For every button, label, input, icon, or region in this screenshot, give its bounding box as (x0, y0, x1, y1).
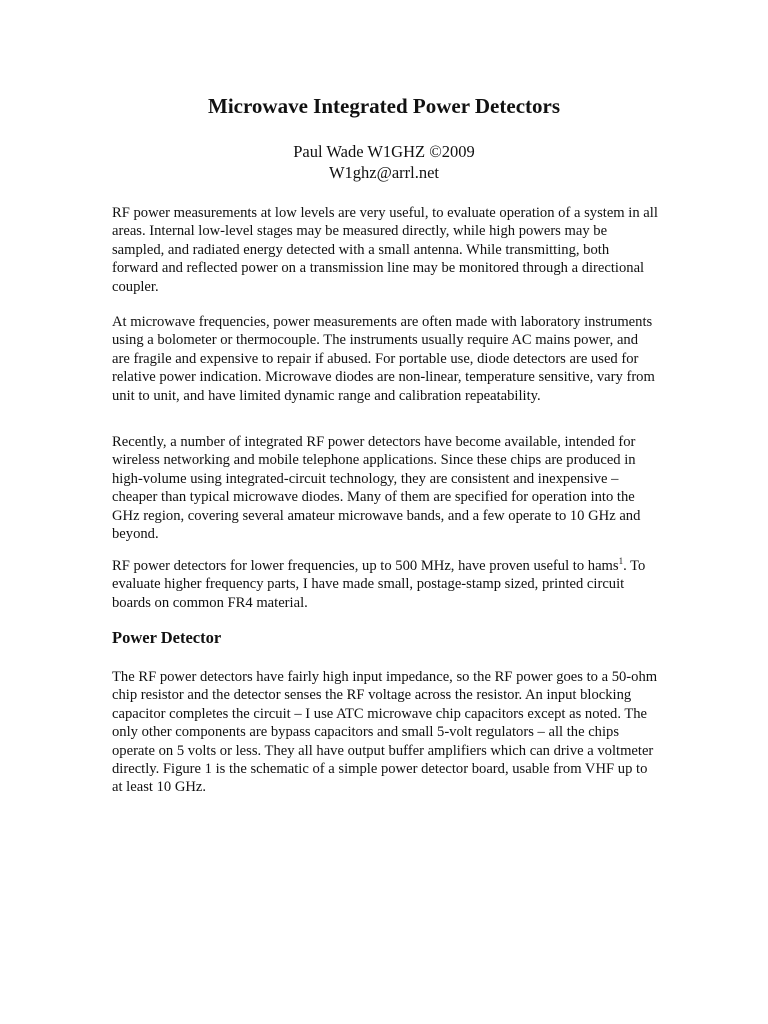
paragraph-intro: RF power measurements at low levels are very useful, to evaluate operation of a system in all areas. Internal low-level stages may be measured directly, while high powers may be sampled, and radiated energy detected with a small antenna. While transmitting, both forward and reflected power on a transmission line may be monitored through a directional coupler. (112, 205, 658, 295)
paragraph-microwave-measurements: At microwave frequencies, power measurements are often made with laboratory instruments using a bolometer or thermocouple. The instruments usually require AC mains power, and are fragile and expensive to repair if abused. For portable use, diode detectors are used for relative power indication. Microwave diodes are non-linear, temperature sensitive, vary from unit to unit, and have limited dynamic range and calibration repeatability. (112, 314, 655, 404)
author-email: W1ghz@arrl.net (328, 163, 440, 182)
paragraph-power-detector: The RF power detectors have fairly high input impedance, so the RF power goes to a 50-ohm chip resistor and the detector senses the RF voltage across the resistor. An input blocking capacitor completes the circuit – I use ATC microwave chip capacitors except as noted. The only other components are bypass capacitors and small 5-volt regulators – all the chips operate on 5 volts or less. They all have output buffer amplifiers which can drive a voltmeter directly. Figure 1 is the schematic of a simple power detector board, usable from VHF up to at least 10 GHz. (112, 669, 658, 796)
paragraph-lower-frequencies (112, 557, 658, 612)
paragraph-integrated-detectors: Recently, a number of integrated RF power detectors have become available, intended for wireless networking and mobile telephone applications. Since these chips are produced in high-volume using integrated-circuit technology, they are consistent and inexpensive – cheaper than typical microwave diodes. Many of them are specified for operation into the GHz region, covering several amateur microwave bands, and a few operate to 10 GHz and beyond. (112, 434, 641, 543)
document-title: Microwave Integrated Power Detectors (208, 94, 560, 118)
paragraph-lower-frequencies-text: RF power detectors for lower frequencies, up to 500 MHz, have proven useful to hams (112, 558, 619, 574)
author-line: Paul Wade W1GHZ ©2009 (293, 142, 475, 161)
author-block (0, 141, 768, 183)
footnote-reference: 1 (618, 556, 624, 567)
section-heading-power-detector: Power Detector (112, 628, 222, 647)
paragraph-lower-frequencies-text-continued: . To evaluate higher frequency parts, I have made small, postage-stamp sized, printed circuit boards on common FR4 material. (112, 558, 646, 611)
